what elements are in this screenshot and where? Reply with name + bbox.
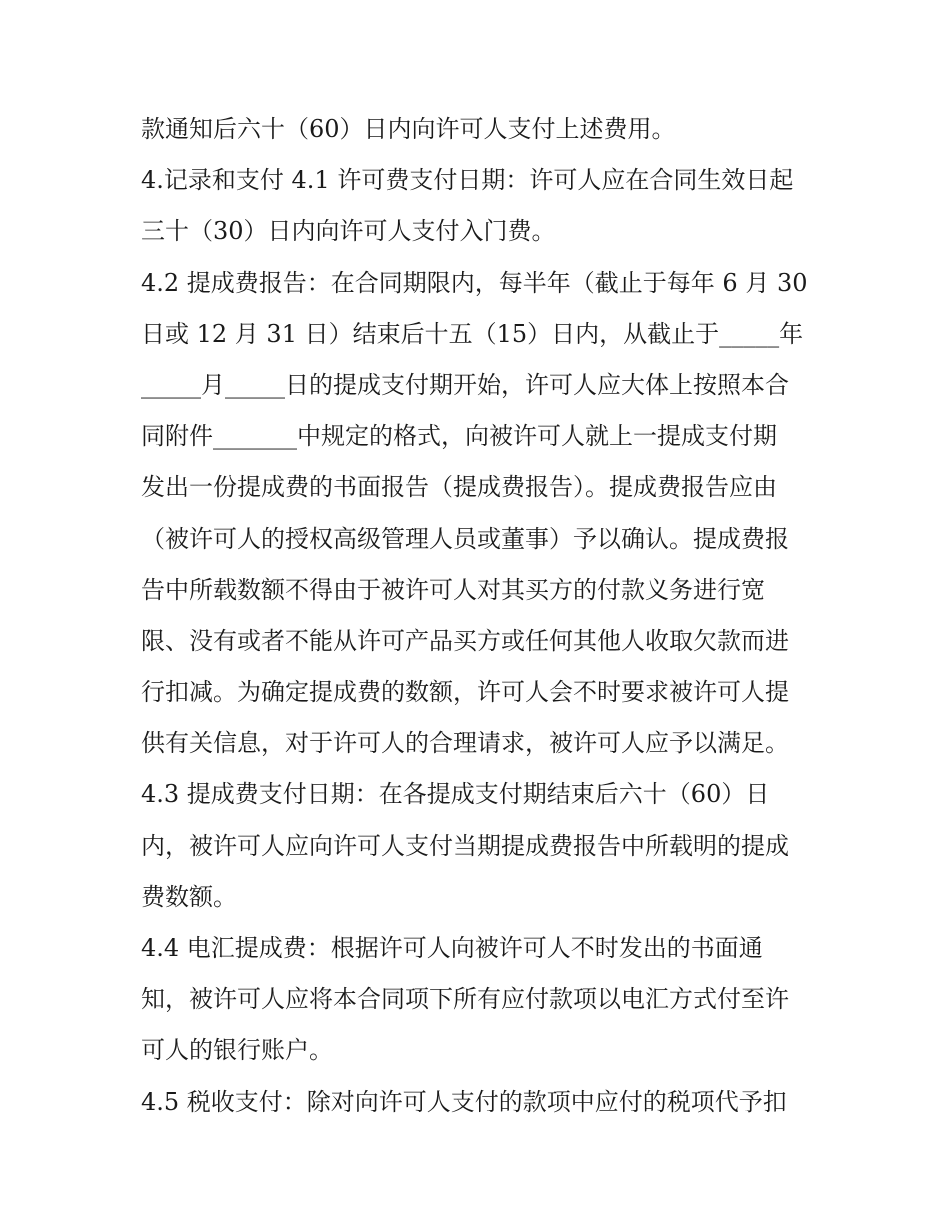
text-line: 4.3 提成费支付日期：在各提成支付期结束后六十（60）日 bbox=[141, 780, 770, 809]
text-line: 日或 12 月 31 日）结束后十五（15）日内，从截止于_____年 bbox=[141, 319, 804, 348]
text-line: 4.记录和支付 4.1 许可费支付日期：许可人应在合同生效日起 bbox=[141, 166, 794, 195]
text-line: 可人的银行账户。 bbox=[141, 1036, 333, 1065]
text-line: 款通知后六十（60）日内向许可人支付上述费用。 bbox=[141, 115, 676, 143]
text-line: 内，被许可人应向许可人支付当期提成费报告中所载明的提成 bbox=[141, 831, 789, 860]
text-line: （被许可人的授权高级管理人员或董事）予以确认。提成费报 bbox=[141, 524, 789, 553]
text-line: 供有关信息，对于许可人的合理请求，被许可人应予以满足。 bbox=[141, 729, 789, 758]
document-body-text bbox=[141, 104, 831, 1128]
text-line: 告中所载数额不得由于被许可人对其买方的付款义务进行宽 bbox=[141, 575, 765, 604]
text-line: 发出一份提成费的书面报告（提成费报告）。提成费报告应由 bbox=[141, 473, 777, 502]
text-line: 4.5 税收支付：除对向许可人支付的款项中应付的税项代予扣 bbox=[141, 1087, 787, 1116]
text-line: 知，被许可人应将本合同项下所有应付款项以电汇方式付至许 bbox=[141, 985, 789, 1014]
text-line: 4.2 提成费报告：在合同期限内，每半年（截止于每年 6 月 30 bbox=[141, 268, 808, 297]
text-line: 行扣减。为确定提成费的数额，许可人会不时要求被许可人提 bbox=[141, 678, 789, 707]
text-line: 限、没有或者不能从许可产品买方或任何其他人收取欠款而进 bbox=[141, 626, 789, 655]
text-line: 同附件_______中规定的格式，向被许可人就上一提成支付期 bbox=[141, 422, 777, 451]
text-line: 三十（30）日内向许可人支付入门费。 bbox=[141, 217, 556, 246]
text-line: 费数额。 bbox=[141, 882, 237, 911]
text-line: 4.4 电汇提成费：根据许可人向被许可人不时发出的书面通 bbox=[141, 934, 763, 962]
text-line: _____月_____日的提成支付期开始，许可人应大体上按照本合 bbox=[141, 370, 789, 399]
